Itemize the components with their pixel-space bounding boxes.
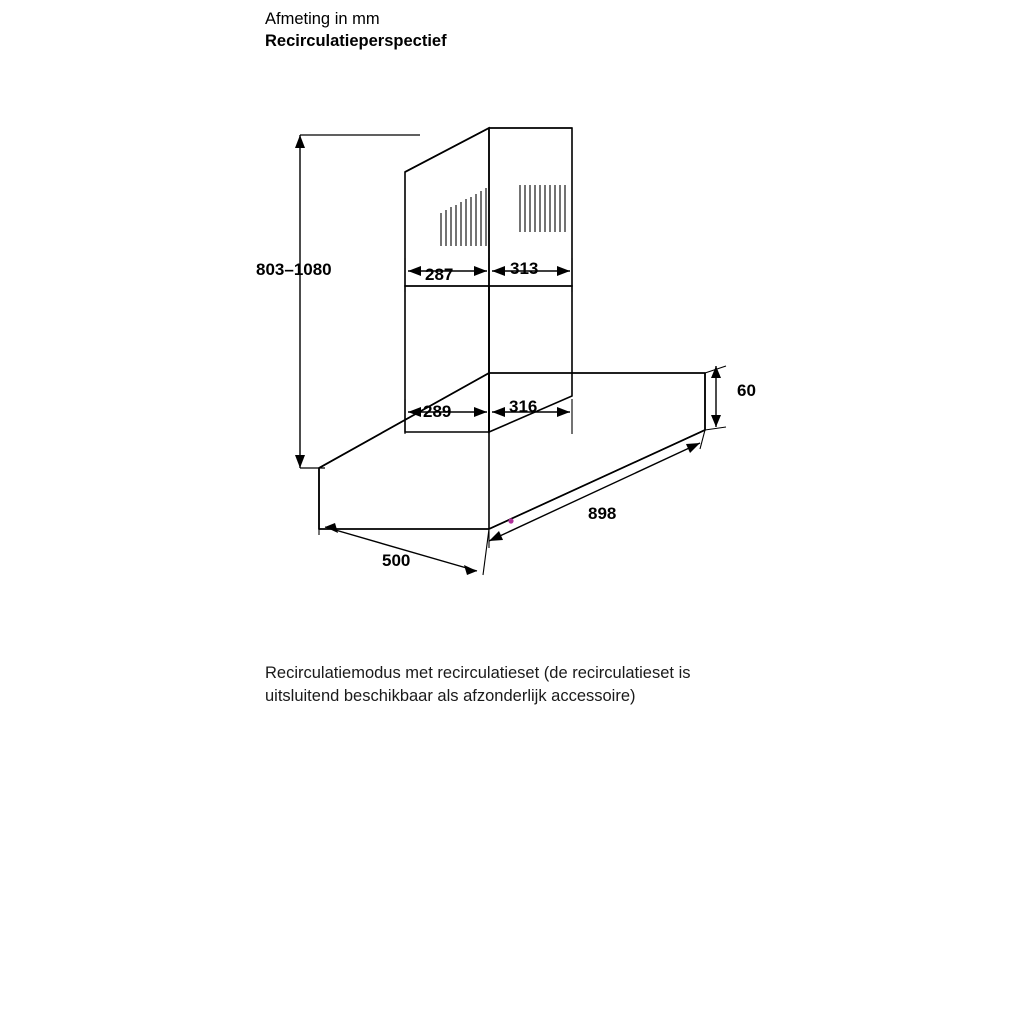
dim-height-arrow-bottom — [295, 455, 305, 468]
canopy-top-left-slant — [319, 373, 489, 468]
diagram-caption: Recirculatiemodus met recirculatieset (de recirculatieset is uitsluitend beschikbaar als afzonderlijk accessoire) — [265, 664, 691, 705]
dim-label-height: 803–1080 — [256, 260, 332, 279]
dim-287-arrow-right — [474, 266, 487, 276]
dim-label-316: 316 — [509, 397, 538, 416]
dim-898-line — [489, 443, 700, 541]
dim-label-287: 287 — [425, 265, 454, 284]
accent-dot — [508, 518, 513, 523]
dim-height-arrow-top — [295, 135, 305, 148]
dim-316-arrow-left — [492, 407, 505, 417]
dim-label-313: 313 — [510, 259, 539, 278]
dim-60-arrow-bottom — [711, 415, 721, 427]
dim-898-arrow-right — [686, 443, 700, 453]
dim-289-arrow-right — [474, 407, 487, 417]
vent-louvres-right — [520, 185, 565, 232]
dim-313-arrow-right — [557, 266, 570, 276]
page-title-line-1: Afmeting in mm — [265, 10, 380, 28]
dim-60-ext-bottom — [705, 427, 726, 430]
dim-287-arrow-left — [408, 266, 421, 276]
dim-316-arrow-right — [557, 407, 570, 417]
dim-label-289: 289 — [423, 402, 452, 421]
dim-313-arrow-left — [492, 266, 505, 276]
page-title-line-2: Recirculatieperspectief — [265, 32, 447, 50]
dim-898-ext-right — [700, 430, 705, 449]
dim-label-500: 500 — [382, 551, 411, 570]
dim-500-ext-right — [483, 529, 489, 575]
dim-label-898: 898 — [588, 504, 617, 523]
vent-louvres-left — [441, 188, 486, 246]
dim-label-60: 60 — [737, 381, 756, 400]
dim-898-arrow-left — [489, 531, 503, 541]
